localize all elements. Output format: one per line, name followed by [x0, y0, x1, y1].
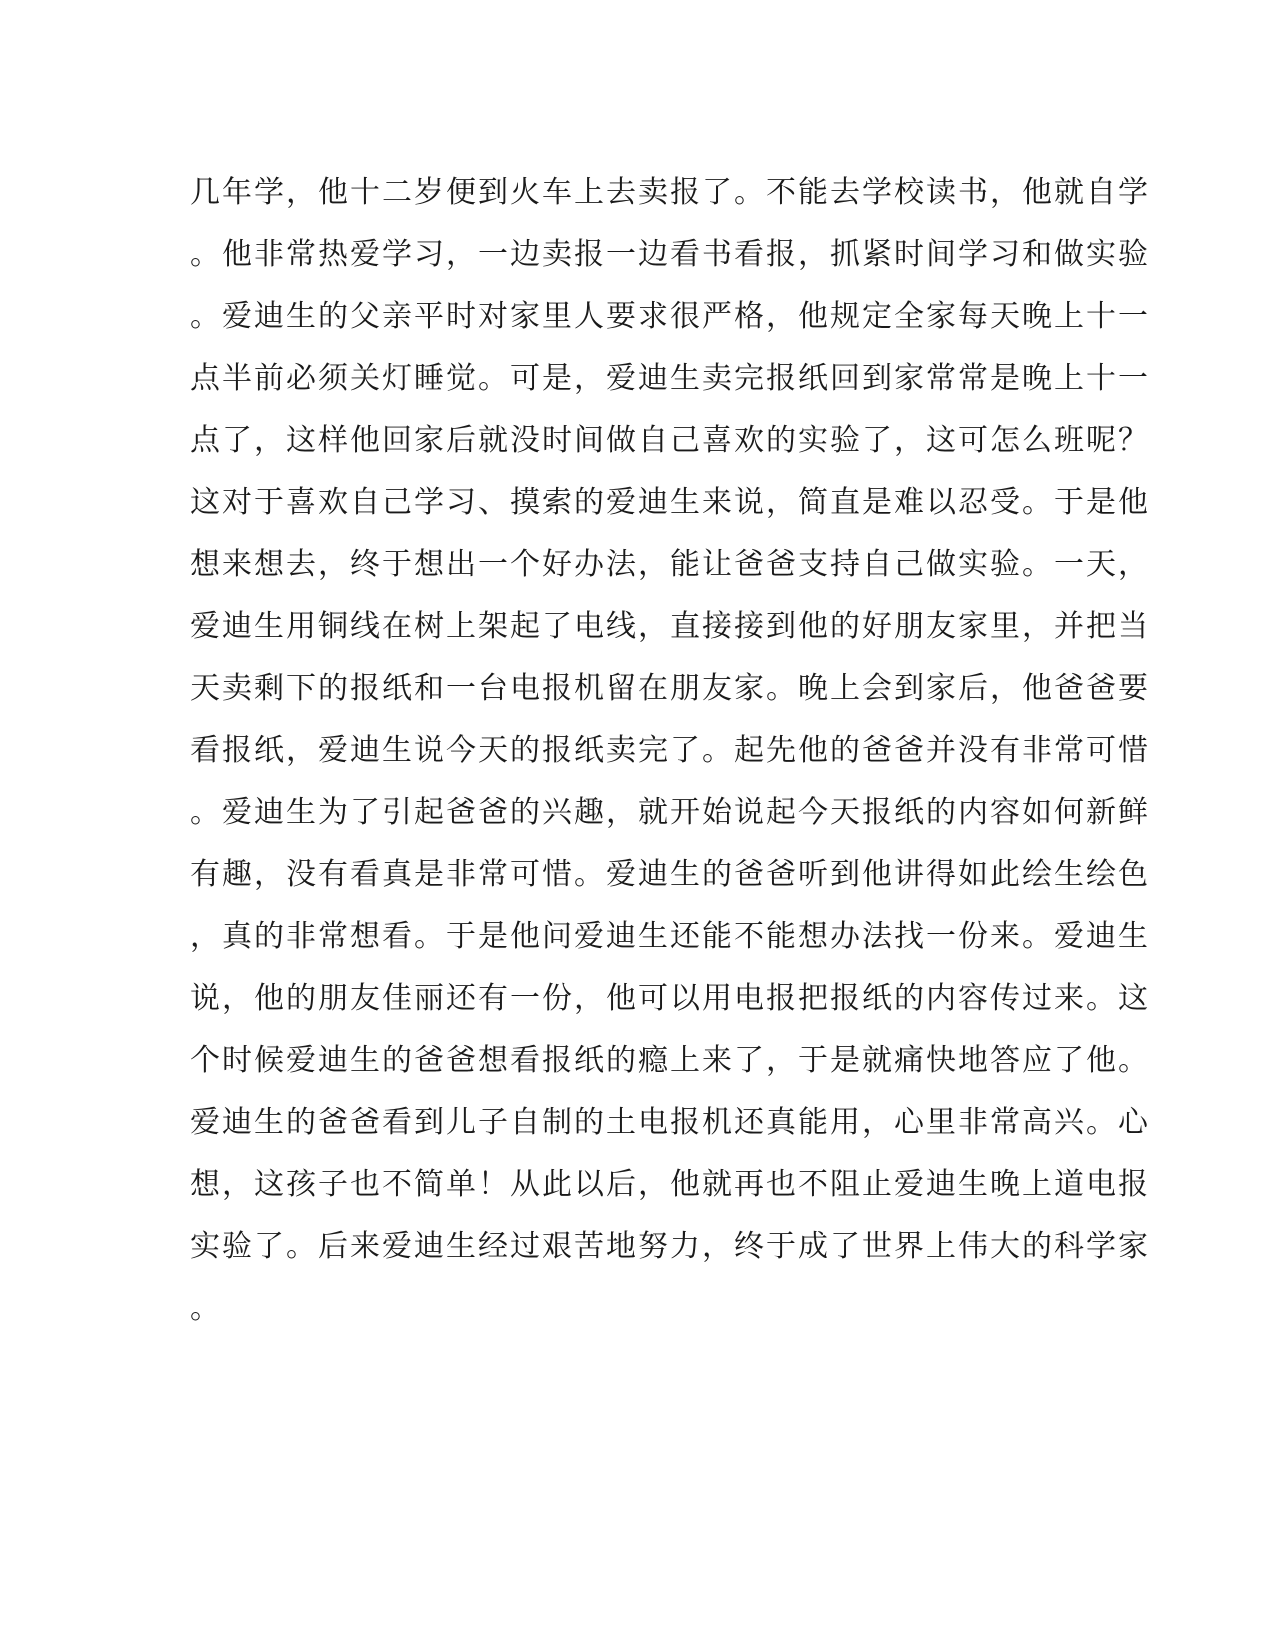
text-line: 点了，这样他回家后就没时间做自己喜欢的实验了，这可怎么班呢？ [190, 423, 1150, 458]
text-line: 看报纸，爱迪生说今天的报纸卖完了。起先他的爸爸并没有非常可惜 [190, 733, 1150, 768]
text-line: 。 [190, 1291, 222, 1326]
text-line: 想，这孩子也不简单！从此以后，他就再也不阻止爱迪生晚上道电报 [190, 1167, 1150, 1202]
text-line: ，真的非常想看。于是他问爱迪生还能不能想办法找一份来。爱迪生 [190, 919, 1150, 954]
text-line: 实验了。后来爱迪生经过艰苦地努力，终于成了世界上伟大的科学家 [190, 1229, 1150, 1264]
text-line: 爱迪生的爸爸看到儿子自制的土电报机还真能用，心里非常高兴。心 [190, 1105, 1150, 1140]
text-line: 说，他的朋友佳丽还有一份，他可以用电报把报纸的内容传过来。这 [190, 981, 1150, 1016]
text-line: 爱迪生用铜线在树上架起了电线，直接接到他的好朋友家里，并把当 [190, 609, 1150, 644]
text-line: 。他非常热爱学习，一边卖报一边看书看报，抓紧时间学习和做实验 [190, 237, 1150, 272]
body-text [190, 162, 1150, 1340]
text-line: 点半前必须关灯睡觉。可是，爱迪生卖完报纸回到家常常是晚上十一 [190, 361, 1150, 396]
text-line: 天卖剩下的报纸和一台电报机留在朋友家。晚上会到家后，他爸爸要 [190, 671, 1150, 706]
text-line: 几年学，他十二岁便到火车上去卖报了。不能去学校读书，他就自学 [190, 175, 1150, 210]
text-line: 。爱迪生为了引起爸爸的兴趣，就开始说起今天报纸的内容如何新鲜 [190, 795, 1150, 830]
text-line: 个时候爱迪生的爸爸想看报纸的瘾上来了，于是就痛快地答应了他。 [190, 1043, 1150, 1078]
text-line: 想来想去，终于想出一个好办法，能让爸爸支持自己做实验。一天， [190, 547, 1150, 582]
text-line: 这对于喜欢自己学习、摸索的爱迪生来说，简直是难以忍受。于是他 [190, 485, 1150, 520]
text-line: 有趣，没有看真是非常可惜。爱迪生的爸爸听到他讲得如此绘生绘色 [190, 857, 1150, 892]
text-line: 。爱迪生的父亲平时对家里人要求很严格，他规定全家每天晚上十一 [190, 299, 1150, 334]
